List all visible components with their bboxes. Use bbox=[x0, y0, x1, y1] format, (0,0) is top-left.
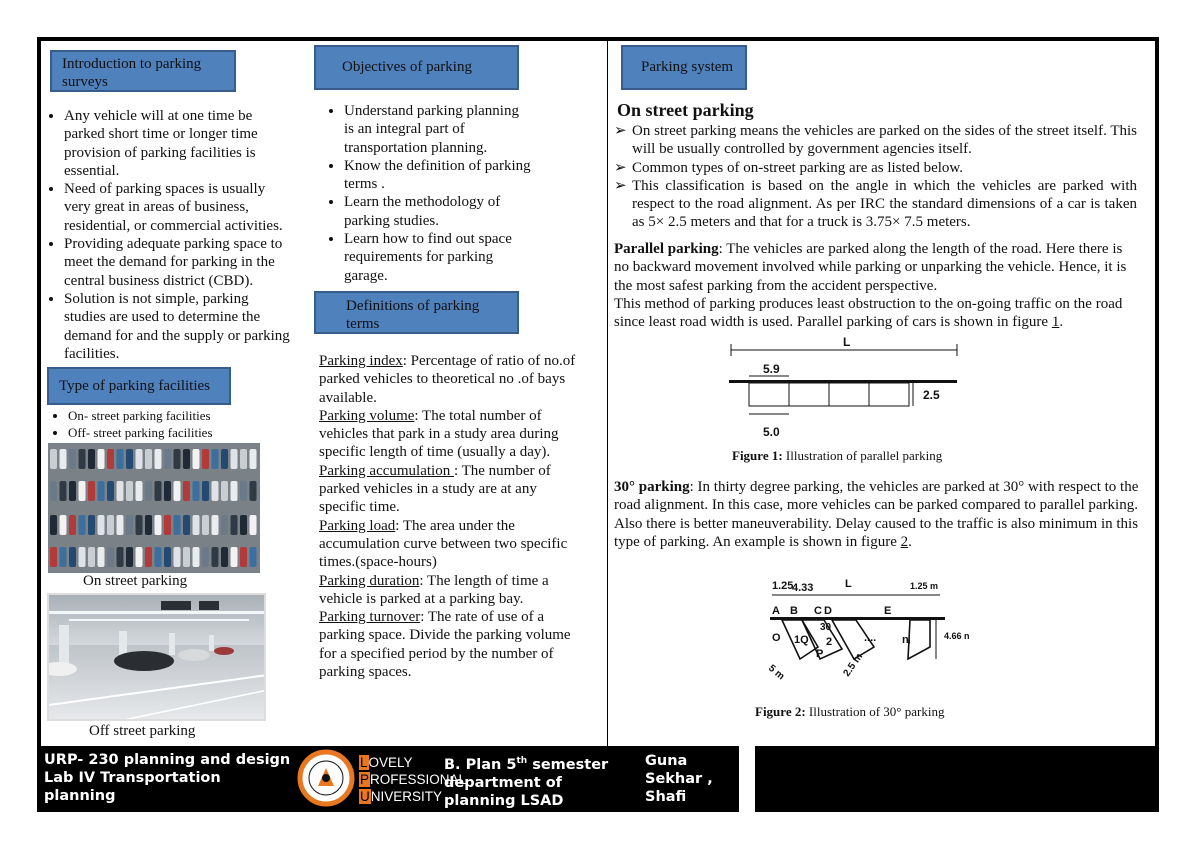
car-shape bbox=[145, 481, 152, 501]
fig1-label-5.0: 5.0 bbox=[763, 425, 780, 439]
car-shape bbox=[136, 515, 143, 535]
definition-term: Parking volume bbox=[319, 407, 415, 424]
car-shape bbox=[79, 449, 86, 469]
car-shape bbox=[60, 481, 67, 501]
car-shape bbox=[107, 481, 114, 501]
university-seal-logo bbox=[296, 748, 356, 808]
fig2-label-4.66: 4.66 n bbox=[944, 631, 970, 641]
objective-bullet: • Learn the methodology of parking studies. bbox=[344, 193, 531, 230]
car-shape bbox=[155, 481, 162, 501]
car-shape bbox=[212, 547, 219, 567]
arrow-bullet-icon: ➢ bbox=[614, 123, 627, 139]
on-street-point: ➢ On street parking means the vehicles are parked on the sides of the street itself. This will be usually controlled by government agencies itself. bbox=[614, 123, 1137, 158]
fig2-n1: 1Q bbox=[794, 634, 809, 646]
car-shape bbox=[212, 449, 219, 469]
car-shape bbox=[193, 449, 200, 469]
car-shape bbox=[202, 515, 209, 535]
car-shape bbox=[117, 481, 124, 501]
car-shape bbox=[50, 481, 57, 501]
definition-text: : The area under the accumulation curve between two specific times.(space-hours) bbox=[319, 517, 568, 571]
thirty-parking-paragraph: 30° parking: In thirty degree parking, the vehicles are parked at 30° with respect to the road alignment. In this case, more vehicles can be parked compared to parallel parking. Also there is better maneuverability. Delay caused to the traffic is also minimum in this type of parking. An example is shown in figure 2. bbox=[614, 479, 1139, 550]
fig2-D: D bbox=[824, 605, 832, 617]
intro-header bbox=[50, 50, 236, 92]
car-shape bbox=[240, 547, 247, 567]
car-shape bbox=[145, 547, 152, 567]
fig2-P: P bbox=[816, 648, 824, 660]
definitions-header-text: Definitions of parking terms bbox=[346, 298, 480, 332]
car-shape bbox=[240, 515, 247, 535]
car-shape bbox=[60, 547, 67, 567]
car-shape bbox=[221, 481, 228, 501]
definitions-list bbox=[319, 352, 584, 681]
definition-text: : The length of time a vehicle is parked at a parking bay. bbox=[319, 572, 549, 607]
footer-authors: Guna Sekhar , Shafi bbox=[645, 753, 713, 805]
fig2-label-4.33: 4.33 bbox=[792, 582, 814, 594]
off-street-parking-photo bbox=[47, 593, 266, 721]
fig2-n2: 2 bbox=[826, 636, 833, 648]
fig2-30: 30 bbox=[820, 622, 832, 633]
car-shape bbox=[221, 547, 228, 567]
car-shape bbox=[231, 515, 238, 535]
car-shape bbox=[60, 515, 67, 535]
car-shape bbox=[174, 481, 181, 501]
car-shape bbox=[250, 481, 257, 501]
car-shape bbox=[164, 481, 171, 501]
footer-department: B. Plan 5th semester department of planning LSAD bbox=[444, 756, 609, 809]
car-shape bbox=[126, 547, 133, 567]
fig2-ni: nᵢ bbox=[902, 634, 911, 646]
car-shape bbox=[193, 515, 200, 535]
arrow-bullet-icon: ➢ bbox=[614, 177, 627, 194]
objective-bullet: • Learn how to find out space requirements for parking garage. bbox=[344, 230, 531, 285]
fig2-B: B bbox=[790, 605, 798, 617]
car-shape bbox=[202, 449, 209, 469]
intro-bullet: • Any vehicle will at one time be parked short time or longer time provision of parking facilities is essential. bbox=[64, 107, 290, 180]
definition-text: : The rate of use of a parking space. Divide the parking volume for a specified period by the number of parking spaces. bbox=[319, 609, 571, 681]
car-shape bbox=[174, 547, 181, 567]
definition-item bbox=[319, 407, 584, 462]
car-shape bbox=[250, 547, 257, 567]
intro-bullet: • Providing adequate parking space to meet the demand for parking in the central business district (CBD). bbox=[64, 235, 290, 290]
car-shape bbox=[88, 515, 95, 535]
fig1-label-2.5: 2.5 bbox=[923, 388, 940, 402]
definition-text: : Percentage of ratio of no.of parked vehicles to theoretical no .of bays available. bbox=[319, 353, 576, 406]
fig1-label-5.9: 5.9 bbox=[763, 362, 780, 376]
car-shape bbox=[231, 449, 238, 469]
type-bullet: • On- street parking facilities bbox=[68, 408, 290, 425]
objectives-header-text: Objectives of parking bbox=[342, 59, 472, 75]
car-shape bbox=[202, 481, 209, 501]
car-shape bbox=[164, 515, 171, 535]
car-shape bbox=[107, 547, 114, 567]
car-shape bbox=[212, 481, 219, 501]
arrow-bullet-icon: ➢ bbox=[614, 159, 627, 176]
car-shape bbox=[126, 481, 133, 501]
car-shape bbox=[117, 515, 124, 535]
car-shape bbox=[155, 547, 162, 567]
car-shape bbox=[221, 515, 228, 535]
car-shape bbox=[183, 547, 190, 567]
fig2-label-L: L bbox=[845, 578, 852, 590]
car-shape bbox=[79, 481, 86, 501]
car-shape bbox=[240, 481, 247, 501]
figure-2-caption: Figure 2: Illustration of 30° parking bbox=[755, 704, 945, 719]
definitions-header bbox=[314, 291, 519, 334]
column-divider bbox=[607, 41, 608, 746]
system-header-text: Parking system bbox=[641, 59, 734, 75]
car-shape bbox=[136, 449, 143, 469]
figure-2-link[interactable]: 2 bbox=[900, 533, 909, 550]
type-header-text: Type of parking facilities bbox=[59, 378, 210, 394]
car-shape bbox=[50, 515, 57, 535]
on-street-parking-photo bbox=[48, 443, 260, 573]
car-shape bbox=[117, 449, 124, 469]
figure-1-parallel-diagram bbox=[725, 332, 965, 442]
car-shape bbox=[79, 547, 86, 567]
car-shape bbox=[126, 449, 133, 469]
system-header bbox=[621, 45, 747, 90]
intro-list bbox=[46, 107, 290, 363]
car-shape bbox=[88, 481, 95, 501]
definition-item bbox=[319, 352, 584, 407]
car-shape bbox=[126, 515, 133, 535]
fig2-E: E bbox=[884, 605, 892, 617]
university-wordmark: LOVELY PROFESSIONAL UNIVERSITY bbox=[360, 755, 467, 804]
on-street-points bbox=[614, 122, 1137, 232]
fig2-label-2.5m: 2.5 m bbox=[841, 651, 866, 679]
car-shape bbox=[98, 481, 105, 501]
car-shape bbox=[155, 449, 162, 469]
car-shape bbox=[69, 449, 76, 469]
garage-image bbox=[49, 595, 266, 721]
on-street-point: ➢ This classification is based on the angle in which the vehicles are parked with respect to the road alignment. As per IRC the standard dimensions of a car is taken as 5× 2.5 meters and that for a truck is 3.75× 7.5 meters. bbox=[614, 177, 1137, 231]
car-shape bbox=[98, 515, 105, 535]
definition-term: Parking load bbox=[319, 517, 396, 534]
car-shape bbox=[107, 515, 114, 535]
fig2-dots: .... bbox=[864, 632, 877, 644]
objectives-header bbox=[314, 45, 519, 90]
fig2-A: A bbox=[772, 605, 780, 617]
definition-item bbox=[319, 517, 584, 572]
fig2-label-1.25: 1.25 bbox=[772, 580, 794, 592]
fig2-C: C bbox=[814, 605, 822, 617]
definition-term: Parking turnover bbox=[319, 609, 421, 626]
intro-bullet: • Need of parking spaces is usually very great in areas of business, residential, or commercial activities. bbox=[64, 180, 290, 235]
aerial-parking-image bbox=[48, 443, 260, 573]
definition-item bbox=[319, 572, 584, 609]
car-shape bbox=[50, 547, 57, 567]
definition-item bbox=[319, 462, 584, 517]
car-shape bbox=[69, 481, 76, 501]
car-shape bbox=[136, 547, 143, 567]
car-shape bbox=[174, 449, 181, 469]
type-list bbox=[50, 408, 290, 441]
definition-term: Parking duration bbox=[319, 572, 420, 589]
car-shape bbox=[117, 547, 124, 567]
car-shape bbox=[231, 547, 238, 567]
car-shape bbox=[98, 547, 105, 567]
intro-bullet: • Solution is not simple, parking studies are used to determine the demand for and the supply or parking facilities. bbox=[64, 290, 290, 363]
car-shape bbox=[155, 515, 162, 535]
car-shape bbox=[174, 515, 181, 535]
objectives-list bbox=[326, 102, 531, 285]
car-shape bbox=[145, 449, 152, 469]
fig2-label-5m: 5 m bbox=[766, 662, 787, 683]
car-shape bbox=[69, 515, 76, 535]
fig2-O: O bbox=[772, 632, 781, 644]
figure-2-thirty-degree-diagram bbox=[760, 577, 1000, 687]
car-shape bbox=[183, 481, 190, 501]
caption-on-street: On street parking bbox=[83, 573, 188, 589]
car-shape bbox=[164, 449, 171, 469]
car-shape bbox=[50, 449, 57, 469]
car-shape bbox=[250, 449, 257, 469]
parallel-term: Parallel parking bbox=[614, 241, 719, 257]
car-shape bbox=[183, 449, 190, 469]
car-shape bbox=[202, 547, 209, 567]
figure-1-caption: Figure 1: Illustration of parallel parking bbox=[732, 448, 943, 463]
car-shape bbox=[250, 515, 257, 535]
car-shape bbox=[193, 547, 200, 567]
objective-bullet: • Know the definition of parking terms . bbox=[344, 157, 531, 194]
car-shape bbox=[98, 449, 105, 469]
car-shape bbox=[221, 449, 228, 469]
car-shape bbox=[60, 449, 67, 469]
definition-text: : The total number of vehicles that park in a study area during specific length of time (usually a day). bbox=[319, 407, 559, 461]
car-shape bbox=[107, 449, 114, 469]
definition-term: Parking accumulation bbox=[319, 462, 454, 479]
intro-header-text: Introduction to parking surveys bbox=[62, 56, 202, 90]
thirty-term: 30° parking bbox=[614, 479, 690, 495]
definition-item bbox=[319, 608, 584, 681]
car-shape bbox=[88, 547, 95, 567]
car-shape bbox=[136, 481, 143, 501]
car-shape bbox=[183, 515, 190, 535]
car-shape bbox=[145, 515, 152, 535]
type-header bbox=[47, 367, 231, 405]
car-shape bbox=[164, 547, 171, 567]
caption-off-street: Off street parking bbox=[89, 723, 196, 739]
definition-text: : The number of parked vehicles in a study are at any specific time. bbox=[319, 462, 551, 516]
fig1-label-L: L bbox=[843, 335, 851, 349]
car-shape bbox=[69, 547, 76, 567]
car-shape bbox=[231, 481, 238, 501]
figure-1-link[interactable]: 1 bbox=[1051, 314, 1060, 331]
footer-gap bbox=[739, 746, 755, 848]
car-shape bbox=[240, 449, 247, 469]
on-street-point: ➢ Common types of on-street parking are as listed below. bbox=[614, 159, 964, 176]
car-shape bbox=[212, 515, 219, 535]
definition-term: Parking index bbox=[319, 353, 403, 369]
on-street-title: On street parking bbox=[617, 100, 754, 120]
objective-bullet: • Understand parking planning is an integral part of transportation planning. bbox=[344, 102, 531, 157]
car-shape bbox=[88, 449, 95, 469]
car-shape bbox=[193, 481, 200, 501]
car-shape bbox=[79, 515, 86, 535]
type-bullet: • Off- street parking facilities bbox=[68, 425, 290, 442]
footer-course: URP- 230 planning and design Lab IV Transportation planning bbox=[44, 752, 291, 804]
fig2-label-1.25m: 1.25 m bbox=[910, 581, 939, 591]
parallel-parking-paragraph: Parallel parking: The vehicles are parked along the length of the road. Here there is no backward movement involved while parking or unparking the vehicle. Hence, it is the most safest parking from the accident perspective. This method of parking produces least obstruction to the on-going traffic on the road since least road width is used. Parallel parking of cars is shown in figure 1. bbox=[614, 241, 1127, 331]
